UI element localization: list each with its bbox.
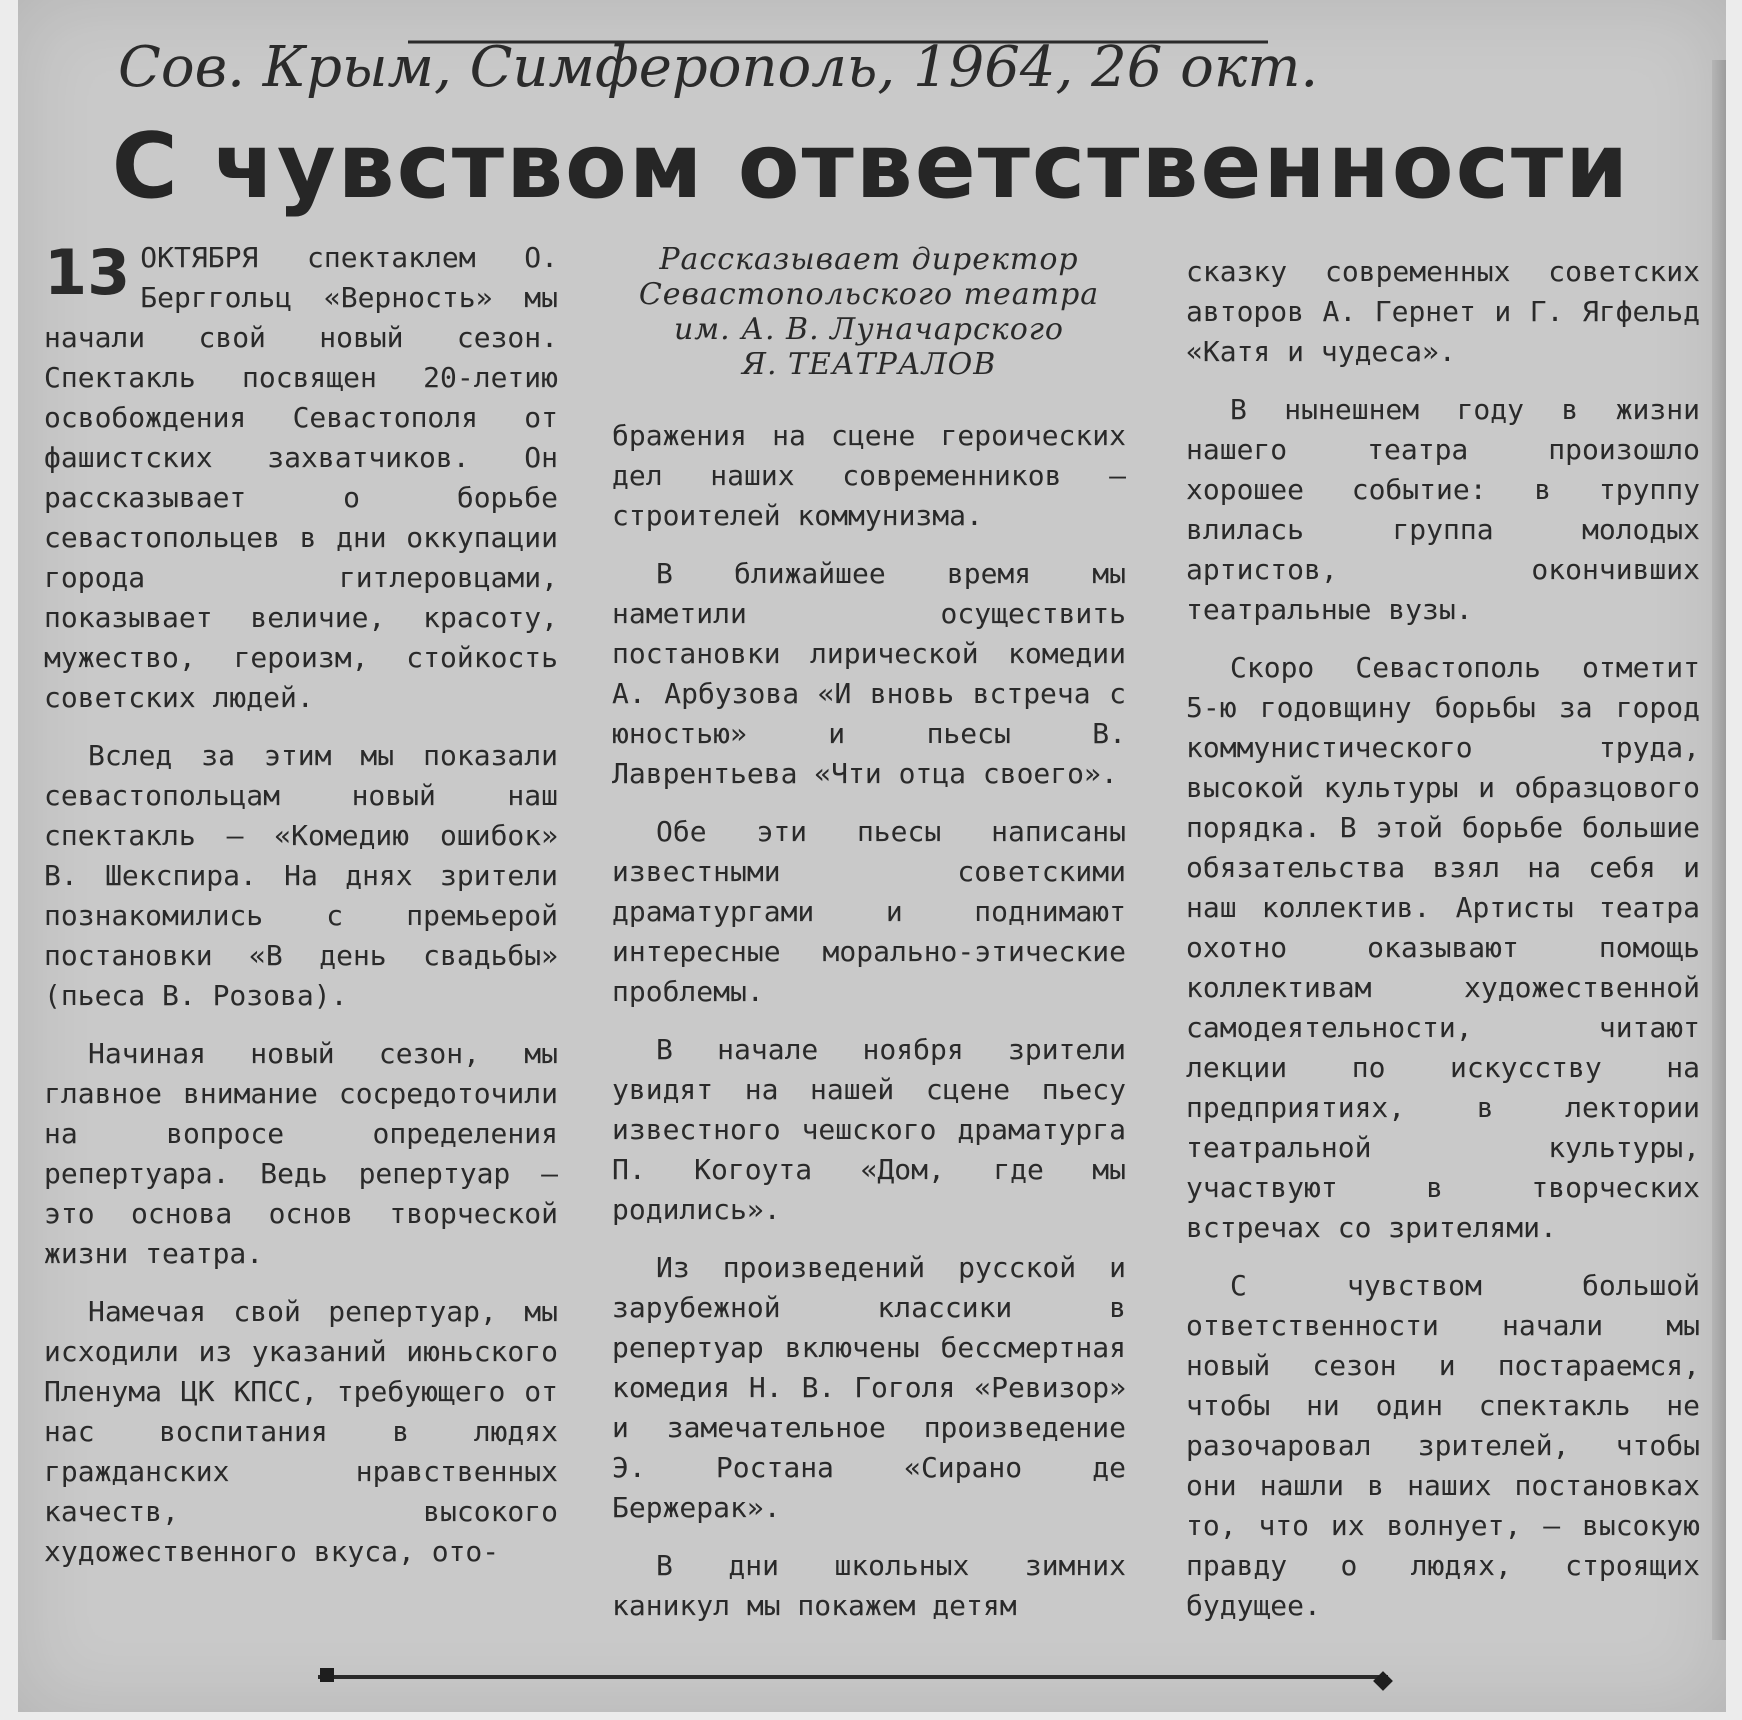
square-ornament-icon: [320, 1668, 334, 1682]
paragraph: Обе эти пьесы написаны известными советскими драматургами и поднимают интересные морально-этические проблемы.: [612, 815, 1126, 1008]
byline-line: Рассказывает директор: [659, 242, 1079, 277]
paragraph: В начале ноября зрители увидят на нашей сцене пьесу известного чешского драматурга П. Когоута «Дом, где мы родились».: [612, 1033, 1126, 1226]
paragraph: С чувством большой ответственности начали мы новый сезон и постараемся, чтобы ни один спектакль не разочаровал зрителей, чтобы они нашли в наших постановках то, что их волнует, — высокую правду о людях, строящих будущее.: [1186, 1269, 1700, 1622]
paragraph-text: ОКТЯБРЯ спектаклем О. Берггольц «Верность» мы начали свой новый сезон. Спектакль посвящен 20-летию освобождения Севастополя от фашистских захватчиков. Он рассказывает о борьбе севастопольцев в дни оккупации города гитлеровцами, показывает величие, красоту, мужество, героизм, стойкость советских людей.: [44, 241, 558, 714]
paragraph: Из произведений русской и зарубежной классики в репертуар включены бессмертная комедия Н. В. Гоголя «Ревизор» и замечательное произведение Э. Ростана «Сирано де Бержерак».: [612, 1251, 1126, 1524]
drop-cap-date: 13: [44, 236, 131, 309]
headline: С чувством ответственности: [111, 114, 1631, 219]
paragraph: сказку современных советских авторов А. Гернет и Г. Ягфельд «Катя и чудеса».: [1186, 255, 1700, 368]
bottom-divider: [318, 1675, 1388, 1679]
byline-line: им. А. В. Луначарского: [673, 312, 1064, 347]
paragraph: Начиная новый сезон, мы главное внимание сосредоточили на вопросе определения репертуара. Ведь репертуар — это основа основ творческой жизни театра.: [44, 1037, 558, 1270]
article-column-2: [612, 242, 1126, 1644]
byline-author: Я. ТЕАТРАЛОВ: [741, 347, 997, 382]
paragraph: В нынешнем году в жизни нашего театра произошло хорошее событие: в труппу влилась группа молодых артистов, окончивших театральные вузы.: [1186, 393, 1700, 626]
paragraph: [44, 238, 558, 718]
paragraph: бражения на сцене героических дел наших современников — строителей коммунизма.: [612, 419, 1126, 532]
paragraph: В ближайшее время мы наметили осуществить постановки лирической комедии А. Арбузова «И вновь встреча с юностью» и пьесы В. Лаврентьева «Чти отца своего».: [612, 557, 1126, 790]
paragraph: Намечая свой репертуар, мы исходили из указаний июньского Пленума ЦК КПСС, требующего от нас воспитания в людях гражданских нравственных качеств, высокого художественного вкуса, ото-: [44, 1295, 558, 1568]
handwritten-underline-graphic: [118, 6, 1418, 116]
article-column-1: [44, 238, 558, 1590]
paragraph: Скоро Севастополь отметит 5-ю годовщину борьбы за город коммунистического труда, высокой культуры и образцового порядка. В этой борьбе большие обязательства взял на себя и наш коллектив. Артисты театра охотно оказывают помощь коллективам художественной самодеятельности, читают лекции по искусству на предприятиях, в лектории театральной культуры, участвуют в творческих встречах со зрителями.: [1186, 651, 1700, 1244]
handwritten-note-text: Сов. Крым, Симферополь, 1964, 26 окт.: [118, 35, 1319, 100]
handwritten-note: [118, 6, 1418, 116]
byline-line: Севастопольского театра: [638, 277, 1100, 312]
paragraph: Вслед за этим мы показали севастопольцам новый наш спектакль — «Комедию ошибок» В. Шекспира. На днях зрители познакомились с премьерой постановки «В день свадьбы» (пьеса В. Розова).: [44, 739, 558, 1012]
byline: [612, 242, 1126, 382]
paragraph: В дни школьных зимних каникул мы покажем детям: [612, 1549, 1126, 1622]
article-column-3: [1186, 252, 1700, 1644]
